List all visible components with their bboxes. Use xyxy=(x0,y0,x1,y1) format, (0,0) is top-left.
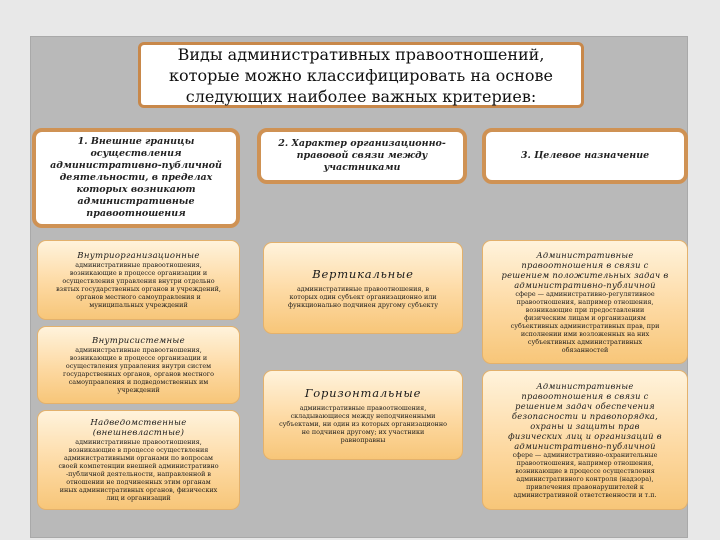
criterion-text: 3. Целевое назначение xyxy=(520,150,650,161)
criterion-text: участниками xyxy=(323,162,401,173)
type-description: которых один субъект организационно или xyxy=(289,293,437,301)
type-description: административной ответственности и т.п. xyxy=(513,491,657,499)
type-description: государственных органов, органов местного xyxy=(63,370,214,378)
criterion-2-header xyxy=(257,128,467,184)
type-description: административные правоотношения, xyxy=(75,261,202,269)
criterion-text: административные xyxy=(77,196,195,207)
title-line: которые можно классифицировать на основе xyxy=(169,65,553,85)
type-title: правоотношения в связи с xyxy=(521,391,649,401)
type-title: правоотношения в связи с xyxy=(521,260,649,270)
type-intrasystem xyxy=(37,326,240,404)
type-description: административными органами по вопросам xyxy=(63,454,214,462)
type-description: возникающие в процессе организации и xyxy=(69,354,208,362)
type-description: возникающие в процессе организации и xyxy=(69,269,208,277)
type-description: функционально подчинен другому субъекту xyxy=(288,301,438,309)
type-supradepartmental xyxy=(37,410,240,510)
type-description: возникающие при предоставлении xyxy=(525,306,645,314)
type-internal-organizational xyxy=(37,240,240,320)
type-description: субъектами, ни один из которых организационно xyxy=(279,420,447,428)
criterion-text: осуществления xyxy=(90,148,182,159)
type-description: равноправны xyxy=(340,436,386,444)
type-description: административные правоотношения, в xyxy=(296,285,430,293)
type-title: Внутриорганизационные xyxy=(77,251,200,261)
type-description: исполнении ими возложенных на них xyxy=(520,330,650,338)
type-protective xyxy=(482,370,688,510)
type-description: осуществления управления внутри отдельно xyxy=(62,277,215,285)
type-title: (внешневластные) xyxy=(92,428,185,438)
type-horizontal xyxy=(263,370,463,460)
type-description: органов местного самоуправления и xyxy=(76,293,201,301)
type-title: физических лиц и организаций в xyxy=(508,431,662,441)
type-title: Надведомственные xyxy=(90,418,187,428)
type-title: безопасности и правопорядка, xyxy=(511,411,659,421)
type-description: возникающие в процессе осуществления xyxy=(68,446,209,454)
type-vertical xyxy=(263,242,463,334)
type-description: не подчинен другому; их участники xyxy=(301,428,425,436)
criterion-3-header xyxy=(482,128,688,184)
type-description: обязанностей xyxy=(561,346,609,354)
type-description: субъективных административных прав, при xyxy=(510,322,660,330)
type-description: административные правоотношения, xyxy=(75,346,202,354)
type-description: административные правоотношения, xyxy=(299,404,427,412)
type-description: своей компетенции внешней административно xyxy=(58,462,219,470)
type-description: иных административных органов, физических xyxy=(59,486,218,494)
criterion-text: правоотношения xyxy=(86,208,186,219)
type-description: правоотношения, например отношения, xyxy=(516,298,654,306)
type-title: Горизонтальные xyxy=(304,386,422,400)
type-title: решением положительных задач в xyxy=(501,270,669,280)
type-description: возникающие в процессе осуществления xyxy=(515,467,655,475)
type-description: физическим лицам и организациям xyxy=(524,314,646,322)
criterion-text: административно-публичной xyxy=(50,160,222,171)
type-title: сфере — административно-регулятивное xyxy=(515,290,655,298)
type-title: решением задач обеспечения xyxy=(515,401,655,411)
type-title: сфере — административно-охранительные xyxy=(512,451,658,459)
type-description: субъективных административных xyxy=(527,338,643,346)
type-regulatory xyxy=(482,240,688,364)
criterion-1-header xyxy=(32,128,240,228)
type-description: административные правоотношения, xyxy=(75,438,202,446)
type-description: осуществления управления внутри систем xyxy=(65,362,212,370)
type-title: Административные xyxy=(536,381,634,391)
type-title: Вертикальные xyxy=(312,267,414,281)
type-description: -публичной деятельности, направленной в xyxy=(65,470,212,478)
criterion-text: правовой связи между xyxy=(296,150,428,161)
type-description: учреждений xyxy=(117,386,160,394)
type-description: лиц и организаций xyxy=(106,494,171,502)
type-title: охраны и защиты прав xyxy=(530,421,640,431)
type-title: административно-публичной xyxy=(514,441,656,451)
type-description: муниципальных учреждений xyxy=(89,301,188,309)
criterion-text: деятельности, в пределах xyxy=(59,172,213,183)
diagram-title xyxy=(138,42,584,108)
type-description: привлечения правонарушителей к xyxy=(526,483,644,491)
type-description: взятых государственных органов и учреждений, xyxy=(56,285,221,293)
type-title: Внутрисистемные xyxy=(92,336,185,346)
type-description: правоотношения, например отношения, xyxy=(516,459,654,467)
type-description: отношении не подчиненных этим органам xyxy=(66,478,211,486)
title-line: Виды административных правоотношений, xyxy=(177,44,545,64)
type-description: самоуправления и подведомственных им xyxy=(68,378,209,386)
type-title: административно-публичной xyxy=(514,280,656,290)
type-title: Административные xyxy=(536,250,634,260)
title-line: следующих наиболее важных критериев: xyxy=(185,86,537,106)
criterion-text: 2. Характер организационно- xyxy=(278,138,446,149)
type-description: административного контроля (надзора), xyxy=(516,475,654,483)
criterion-text: которых возникают xyxy=(76,184,196,195)
criterion-text: 1. Внешние границы xyxy=(77,136,195,147)
type-description: складывающиеся между неподчиненными xyxy=(290,412,436,420)
